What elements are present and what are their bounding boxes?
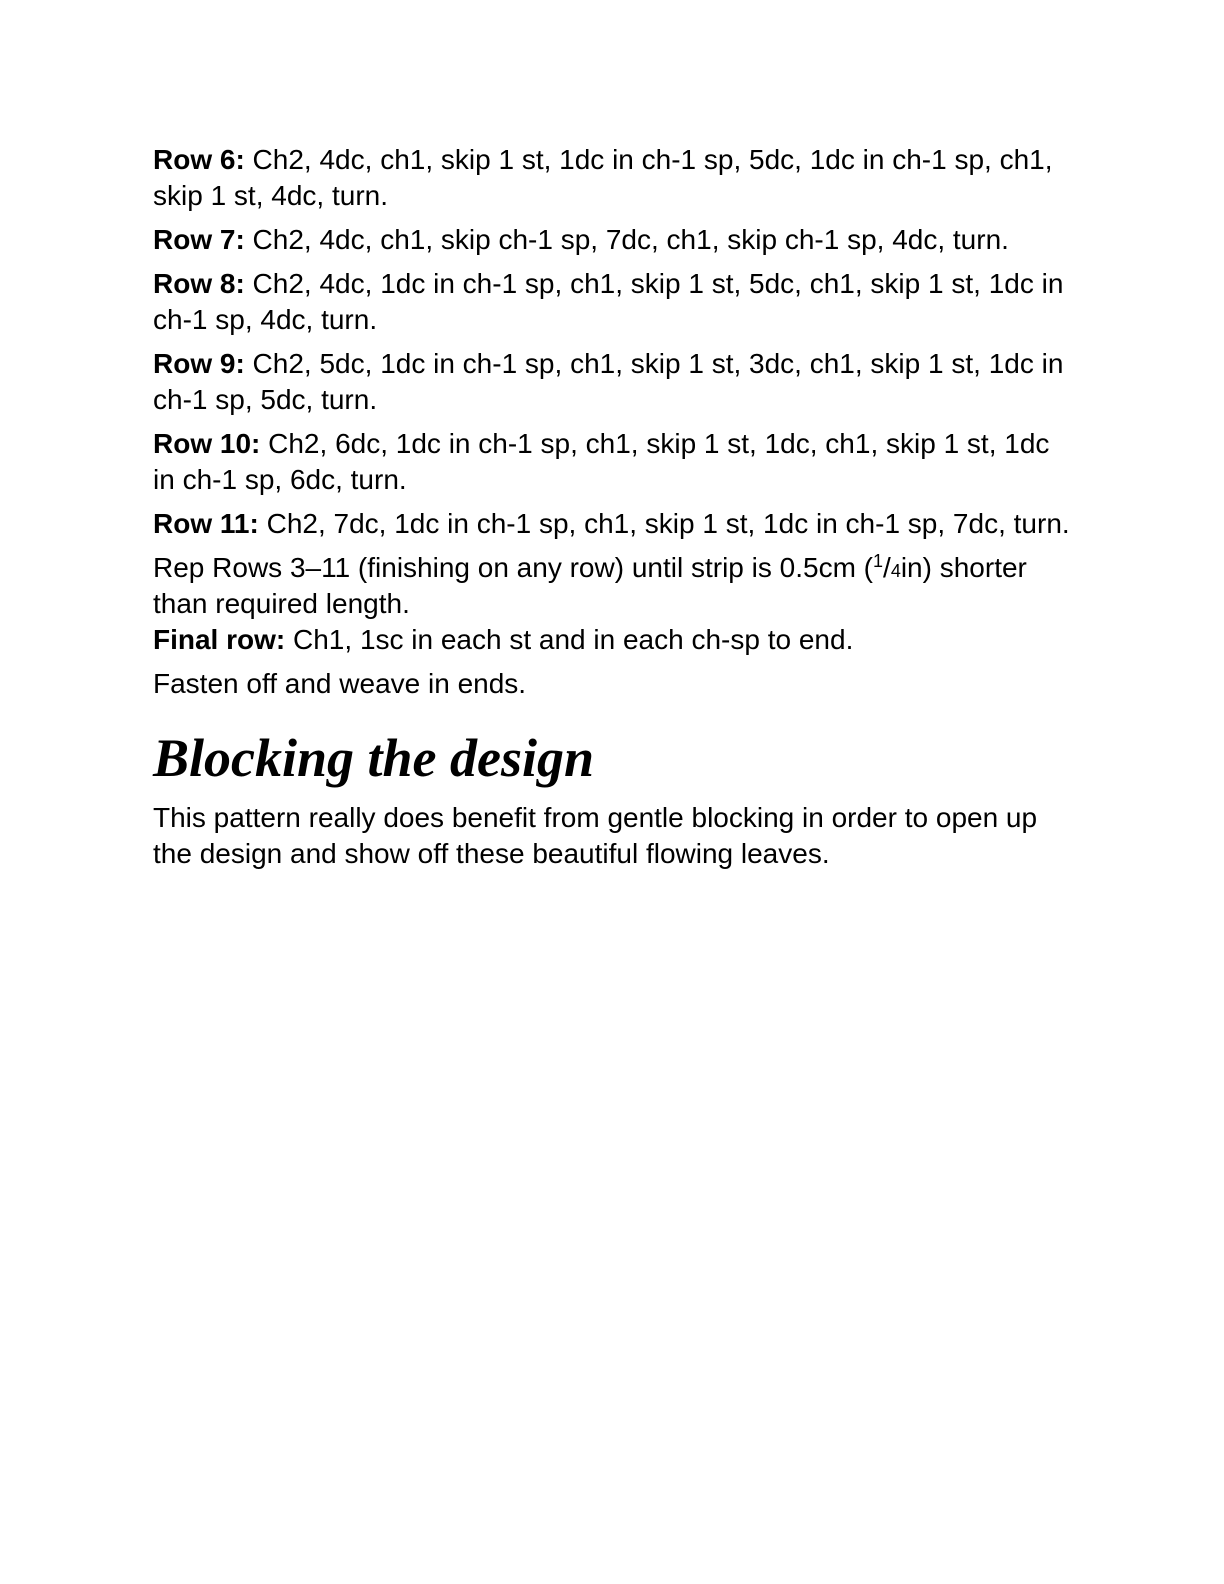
row-11 [153,506,1073,542]
row-label: Row 6: [153,144,245,175]
row-text: Ch2, 4dc, ch1, skip ch-1 sp, 7dc, ch1, skip ch-1 sp, 4dc, turn. [244,224,1009,255]
row-label: Row 11: [153,508,259,539]
row-7 [153,222,1073,258]
repeat-text-before: Rep Rows 3–11 (finishing on any row) until strip is 0.5cm ( [153,552,874,583]
row-text: Ch2, 4dc, ch1, skip 1 st, 1dc in ch-1 sp, 5dc, 1dc in ch-1 sp, ch1, skip 1 st, 4dc, turn. [153,144,1053,211]
row-label: Row 7: [153,224,245,255]
blocking-paragraph: This pattern really does benefit from gentle blocking in order to open up the design and show off these beautiful flowing leaves. [153,802,1038,869]
fraction-separator: / [883,552,891,583]
document-page [153,142,1073,880]
row-6 [153,142,1073,214]
row-label: Row 10: [153,428,261,459]
repeat-text-after: in) shorter than required length. [153,552,1027,619]
row-text: Ch2, 6dc, 1dc in ch-1 sp, ch1, skip 1 st, 1dc, ch1, skip 1 st, 1dc in ch-1 sp, 6dc, turn. [153,428,1050,495]
final-row [153,622,1073,658]
row-label: Final row: [153,624,286,655]
row-8 [153,266,1073,338]
row-text: Ch2, 7dc, 1dc in ch-1 sp, ch1, skip 1 st, 1dc in ch-1 sp, 7dc, turn. [258,508,1070,539]
fraction-numerator: 1 [873,551,884,571]
row-text: Ch2, 4dc, 1dc in ch-1 sp, ch1, skip 1 st, 5dc, ch1, skip 1 st, 1dc in ch-1 sp, 4dc, turn. [153,268,1064,335]
row-10 [153,426,1073,498]
fasten-off-instruction: Fasten off and weave in ends. [153,668,527,699]
row-label: Row 8: [153,268,245,299]
repeat-instruction [153,550,1073,622]
row-text: Ch1, 1sc in each st and in each ch-sp to end. [285,624,854,655]
fraction-denominator: 4 [890,561,901,581]
row-label: Row 9: [153,348,245,379]
section-heading: Blocking the design [153,728,595,788]
row-9 [153,346,1073,418]
row-text: Ch2, 5dc, 1dc in ch-1 sp, ch1, skip 1 st, 3dc, ch1, skip 1 st, 1dc in ch-1 sp, 5dc, turn. [153,348,1064,415]
